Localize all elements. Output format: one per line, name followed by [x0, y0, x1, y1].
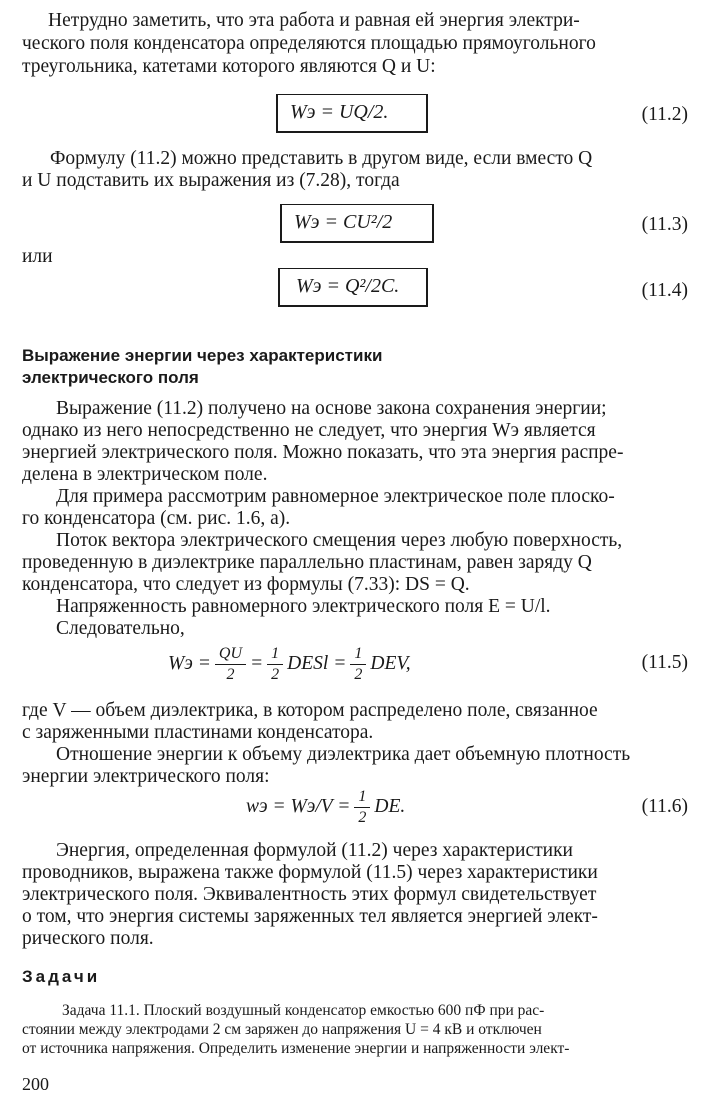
- text-line: конденсатора, что следует из формулы (7.33): DS = Q.: [22, 574, 470, 595]
- section-heading: Задачи: [22, 967, 101, 986]
- text-line: го конденсатора (см. рис. 1.6, а).: [22, 508, 291, 529]
- fraction: [350, 644, 366, 685]
- text-line: Напряженность равномерного электрического поля E = U/l.: [56, 596, 551, 617]
- numerator: 1: [267, 644, 283, 665]
- fraction: [354, 787, 370, 828]
- equation-number: (11.2): [641, 104, 688, 125]
- denominator: 2: [271, 665, 280, 683]
- formula-part: wэ = Wэ/V =: [246, 796, 351, 817]
- text-line: Нетрудно заметить, что эта работа и равная ей энергия электри-: [48, 10, 580, 31]
- formula-part: DEV,: [370, 653, 411, 674]
- text-line: и U подставить их выражения из (7.28), тогда: [22, 170, 400, 191]
- formula-box: [280, 204, 434, 243]
- formula-part: Wэ =: [168, 653, 211, 674]
- formula: Wэ = Q²/2C.: [296, 275, 400, 297]
- page-number: 200: [22, 1074, 49, 1094]
- or-word: или: [22, 246, 53, 267]
- text-line: Отношение энергии к объему диэлектрика дает объемную плотность: [56, 744, 631, 765]
- task-line: стоянии между электродами 2 см заряжен до напряжения U = 4 кВ и отключен: [22, 1021, 542, 1038]
- equation-number: (11.5): [641, 652, 688, 673]
- numerator: 1: [350, 644, 366, 665]
- equation-number: (11.3): [641, 214, 688, 235]
- formula-part: =: [250, 653, 264, 674]
- formula: Wэ = UQ/2.: [290, 101, 389, 123]
- task-line: Задача 11.1. Плоский воздушный конденсатор емкостью 600 пФ при рас-: [62, 1002, 545, 1019]
- text-line: треугольника, катетами которого являются Q и U:: [22, 56, 436, 77]
- text-line: Формулу (11.2) можно представить в другом виде, если вместо Q: [50, 148, 593, 169]
- numerator: QU: [215, 644, 246, 665]
- text-line: о том, что энергия системы заряженных тел является энергией элект-: [22, 906, 598, 927]
- formula: Wэ = CU²/2: [294, 211, 393, 233]
- text-line: Выражение (11.2) получено на основе закона сохранения энергии;: [56, 398, 607, 419]
- formula-part: DE.: [374, 796, 406, 817]
- denominator: 2: [226, 665, 235, 683]
- text-line: Энергия, определенная формулой (11.2) через характеристики: [56, 840, 573, 861]
- fraction: [267, 644, 283, 685]
- text-line: Для примера рассмотрим равномерное электрическое поле плоско-: [56, 486, 615, 507]
- text-line: проведенную в диэлектрике параллельно пластинам, равен заряду Q: [22, 552, 592, 573]
- task-line: от источника напряжения. Определить изменение энергии и напряженности элект-: [22, 1040, 570, 1057]
- text-line: Поток вектора электрического смещения через любую поверхность,: [56, 530, 623, 551]
- text-line: ческого поля конденсатора определяются площадью прямоугольного: [22, 33, 596, 54]
- text-line: энергии электрического поля:: [22, 766, 270, 787]
- text-line: проводников, выражена также формулой (11.5) через характеристики: [22, 862, 598, 883]
- text-line: с заряженными пластинами конденсатора.: [22, 722, 374, 743]
- numerator: 1: [354, 787, 370, 808]
- section-heading: электрического поля: [22, 368, 199, 387]
- text-line: однако из него непосредственно не следует, что энергия Wэ является: [22, 420, 596, 441]
- section-heading: Выражение энергии через характеристики: [22, 346, 383, 365]
- formula-box: [278, 268, 428, 307]
- text-line: рического поля.: [22, 928, 154, 949]
- formula: [246, 784, 405, 830]
- text-line: электрического поля. Эквивалентность этих формул свидетельствует: [22, 884, 597, 905]
- equation-number: (11.6): [641, 796, 688, 817]
- text-line: Следовательно,: [56, 618, 185, 639]
- denominator: 2: [358, 808, 367, 826]
- denominator: 2: [354, 665, 363, 683]
- text-line: энергией электрического поля. Можно показать, что эта энергия распре-: [22, 442, 624, 463]
- text-line: делена в электрическом поле.: [22, 464, 268, 485]
- formula-part: DESl =: [287, 653, 347, 674]
- equation-number: (11.4): [641, 280, 688, 301]
- formula: [168, 640, 411, 688]
- text-line: где V — объем диэлектрика, в котором распределено поле, связанное: [22, 700, 598, 721]
- formula-box: [276, 94, 428, 133]
- fraction: [215, 644, 246, 685]
